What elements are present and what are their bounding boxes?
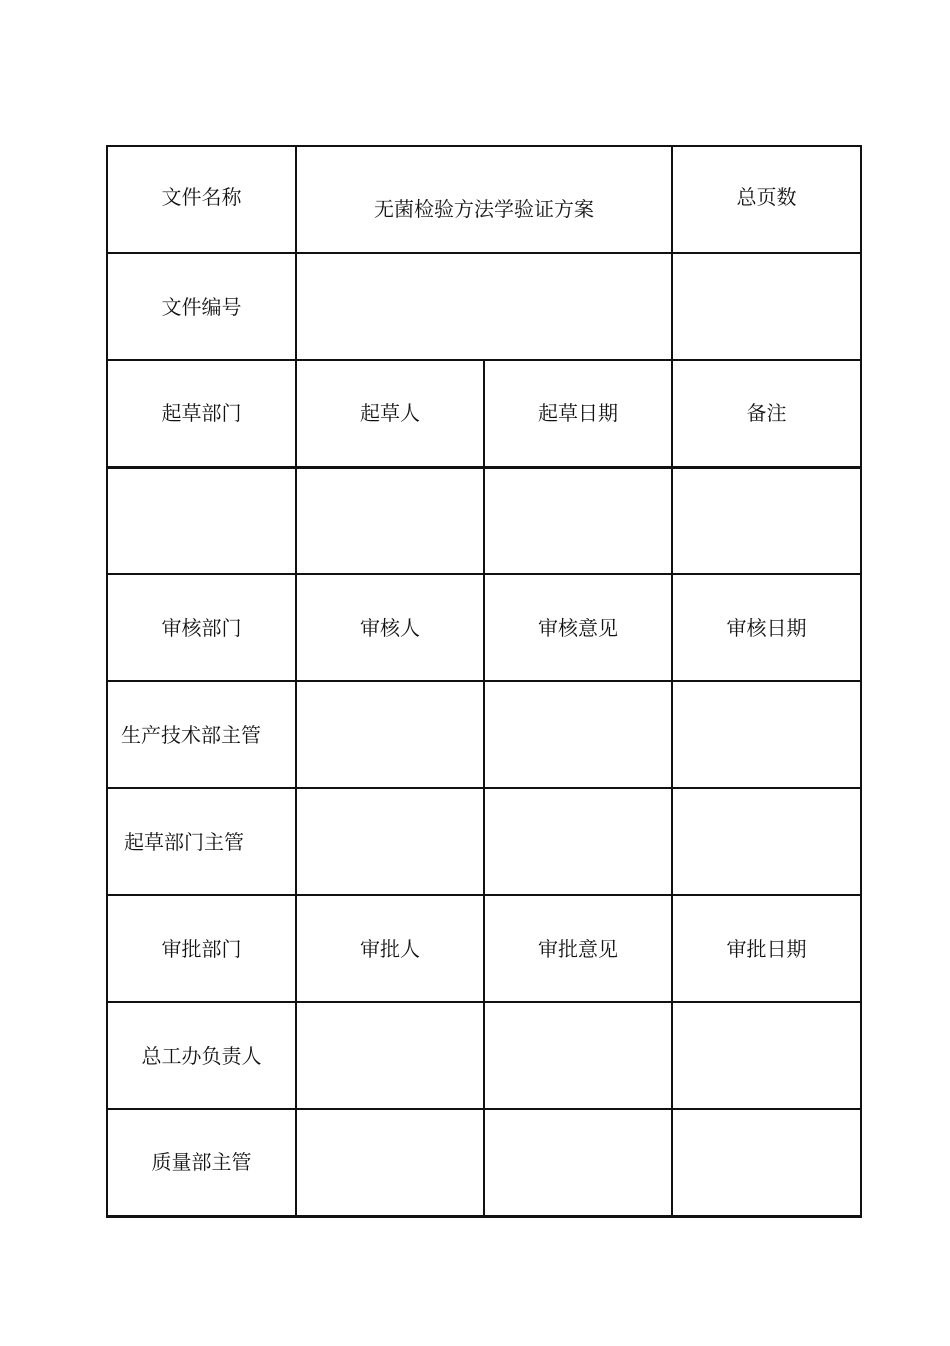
review-date-2: [672, 788, 861, 895]
file-number-value: [296, 253, 672, 360]
label-review-date: 审核日期: [672, 574, 861, 681]
approve-date-2: [672, 1109, 861, 1216]
label-approve-dept: 审批部门: [107, 895, 296, 1002]
row-review-header: [107, 574, 861, 681]
review-date-1: [672, 681, 861, 788]
label-review-opinion: 审核意见: [484, 574, 672, 681]
label-file-number: 文件编号: [107, 253, 296, 360]
row-draft-header: [107, 360, 861, 467]
row-approve-1: [107, 1002, 861, 1109]
label-draft-date: 起草日期: [484, 360, 672, 467]
approver-2: [296, 1109, 484, 1216]
label-file-name: 文件名称: [107, 146, 296, 253]
label-reviewer: 审核人: [296, 574, 484, 681]
label-total-pages: 总页数: [672, 146, 861, 253]
reviewer-2: [296, 788, 484, 895]
drafter-value: [296, 467, 484, 574]
total-pages-value: [672, 253, 861, 360]
remarks-value: [672, 467, 861, 574]
label-remarks: 备注: [672, 360, 861, 467]
row-review-2: [107, 788, 861, 895]
review-role-1: 生产技术部主管: [107, 681, 296, 788]
label-drafter: 起草人: [296, 360, 484, 467]
label-approver: 审批人: [296, 895, 484, 1002]
row-approve-2: [107, 1109, 861, 1216]
row-approve-header: [107, 895, 861, 1002]
approver-1: [296, 1002, 484, 1109]
row-draft-values: [107, 467, 861, 574]
document-approval-table: [106, 145, 862, 1218]
label-approve-opinion: 审批意见: [484, 895, 672, 1002]
label-review-dept: 审核部门: [107, 574, 296, 681]
label-approve-date: 审批日期: [672, 895, 861, 1002]
approve-opinion-1: [484, 1002, 672, 1109]
draft-date-value: [484, 467, 672, 574]
approve-role-1: 总工办负责人: [107, 1002, 296, 1109]
reviewer-1: [296, 681, 484, 788]
approve-role-2: 质量部主管: [107, 1109, 296, 1216]
review-role-2: 起草部门主管: [107, 788, 296, 895]
review-opinion-1: [484, 681, 672, 788]
approve-opinion-2: [484, 1109, 672, 1216]
row-file-name: [107, 146, 861, 253]
approve-date-1: [672, 1002, 861, 1109]
draft-dept-value: [107, 467, 296, 574]
row-file-number: [107, 253, 861, 360]
review-opinion-2: [484, 788, 672, 895]
file-name-value: 无菌检验方法学验证方案: [296, 146, 672, 253]
row-review-1: [107, 681, 861, 788]
label-draft-dept: 起草部门: [107, 360, 296, 467]
